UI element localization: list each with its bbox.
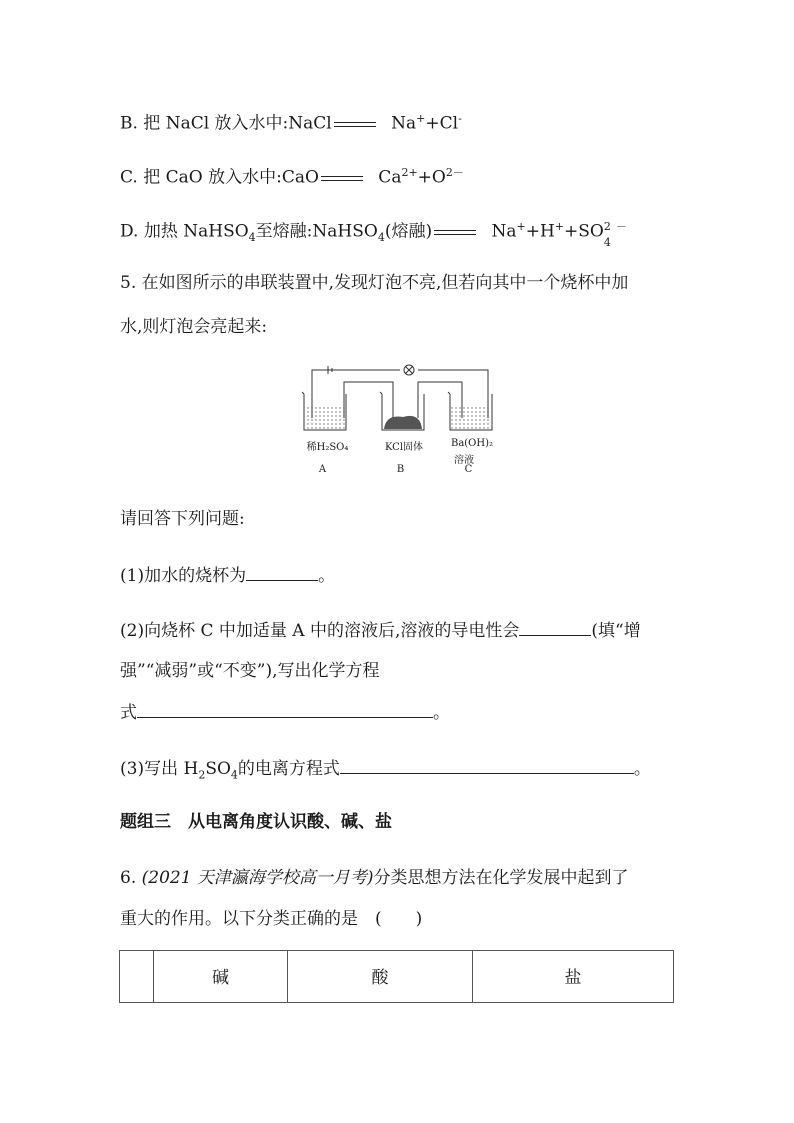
question-6-line2: 重大的作用。以下分类正确的是 ( ): [120, 909, 423, 929]
option-c-text: C. 把 CaO 放入水中:CaO: [120, 167, 319, 188]
option-b-text: B. 把 NaCl 放入水中:NaCl: [120, 113, 332, 134]
label-b: B: [396, 464, 405, 475]
answer-blank[interactable]: [246, 564, 318, 581]
section-heading: 题组三 从电离角度认识酸、碱、盐: [120, 812, 392, 832]
table-header-cell: 酸: [288, 951, 473, 1003]
baoh2-liquid: [451, 406, 491, 429]
label-c-reagent-1: Ba(OH)₂: [450, 438, 494, 449]
sub-question-3: (3)写出 $H_2SO_4$的电离方程式 。: [120, 759, 651, 782]
apparatus-diagram: [298, 362, 508, 481]
question-5-line1: 5. 在如图所示的串联装置中,发现灯泡不亮,但若向其中一个烧杯中加: [120, 273, 629, 293]
question-5-line2: 水,则灯泡会亮起来:: [120, 317, 268, 337]
table-header-row: [120, 951, 674, 1003]
sub-question-2: (2)向烧杯 C 中加适量 A 中的溶液后,溶液的导电性会 (填“增: [120, 621, 641, 641]
label-c-reagent-2: 溶液: [454, 455, 474, 466]
answer-blank[interactable]: [137, 701, 433, 718]
answer-blank[interactable]: [340, 757, 634, 774]
answer-blank[interactable]: [519, 619, 591, 636]
label-a-reagent: 稀H₂SO₄: [306, 442, 349, 453]
sub-question-1: (1)加水的烧杯为 。: [120, 566, 336, 586]
dilute-acid-liquid: [305, 406, 345, 429]
equals-sign: [434, 230, 476, 235]
classification-table: [119, 950, 674, 1003]
label-a: A: [318, 464, 327, 475]
wire: [344, 382, 393, 394]
label-c: C: [464, 464, 473, 475]
question-6-line1: 6. (2021 天津瀛海学校高一月考)分类思想方法在化学发展中起到了: [120, 868, 629, 888]
option-b: B. 把 NaCl 放入水中:NaCl Na++Cl-: [120, 112, 462, 134]
sub-question-2-line3: 式 。: [120, 703, 450, 723]
option-d: D. 加热 NaHSO$_4$至熔融:NaHSO$_4$(熔融) Na++H++SO 2 4 －: [120, 220, 627, 250]
wire: [418, 382, 462, 394]
table-header-cell: [120, 951, 154, 1003]
label-b-reagent: KCl固体: [384, 442, 424, 453]
option-d-text: D. 加热 NaHSO: [120, 221, 249, 242]
answer-intro: 请回答下列问题:: [120, 509, 245, 529]
question-source: (2021 天津瀛海学校高一月考): [141, 868, 374, 888]
option-c: C. 把 CaO 放入水中:CaO $Ca^{2+}+O^{2-}$: [120, 166, 464, 188]
sub-question-2-line2: 强”“减弱”或“不变”),写出化学方程: [120, 661, 380, 681]
table-header-cell: 盐: [473, 951, 674, 1003]
equals-sign: [334, 122, 376, 127]
kcl-solid: [384, 416, 422, 429]
equals-sign: [321, 176, 363, 181]
table-header-cell: 碱: [154, 951, 288, 1003]
